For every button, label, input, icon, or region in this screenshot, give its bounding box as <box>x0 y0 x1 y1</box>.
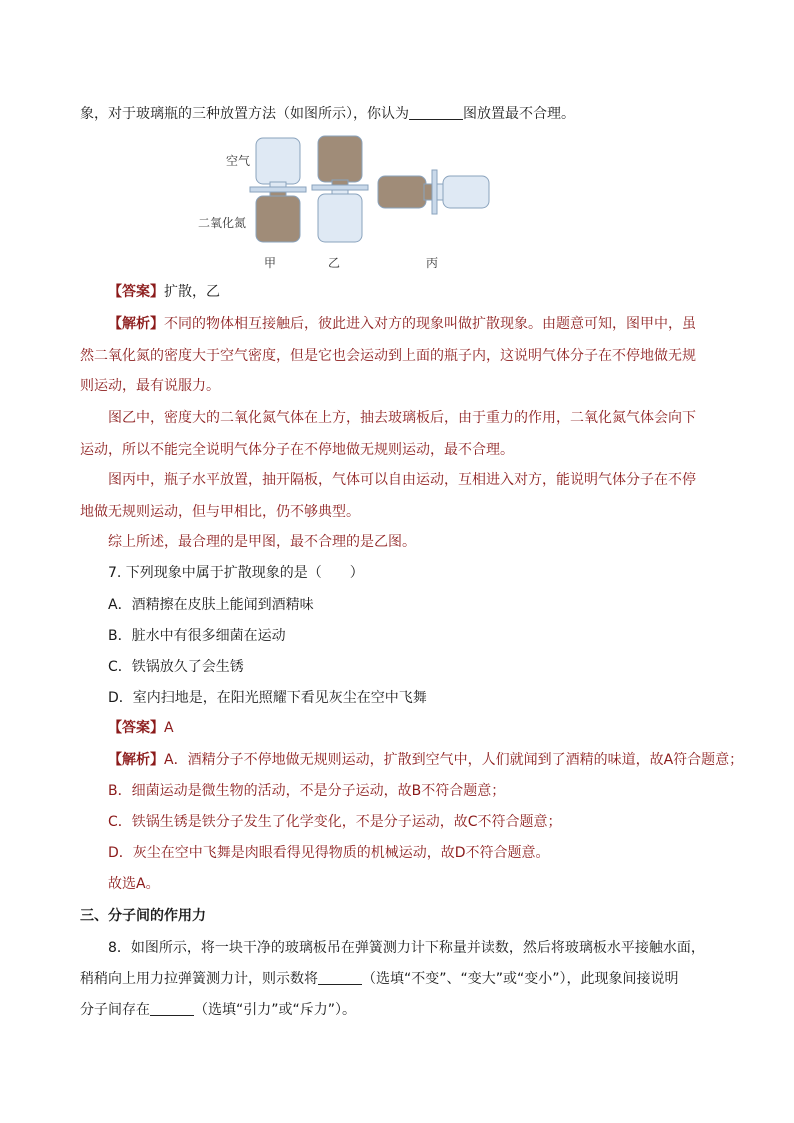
section-title: 三、分子间的作用力 <box>80 908 206 924</box>
answer-blank[interactable] <box>409 105 463 120</box>
q7-option-c[interactable]: C．铁锅放久了会生锈 <box>108 659 244 675</box>
q8-blank-2[interactable] <box>150 1001 194 1016</box>
setup-bing <box>378 170 489 214</box>
q6-analysis-line: 然二氧化氮的密度大于空气密度，但是它也会运动到上面的瓶子内，这说明气体分子在不停地做无规 <box>80 348 696 364</box>
answer-text: 扩散，乙 <box>164 284 220 300</box>
analysis-tag: 【解析】 <box>108 316 164 332</box>
q6-analysis-line: 图丙中，瓶子水平放置，抽开隔板，气体可以自由运动，互相进入对方，能说明气体分子在不停 <box>108 472 696 488</box>
caption-yi: 乙 <box>328 256 341 270</box>
q6-analysis-line: 综上所述，最合理的是甲图，最不合理的是乙图。 <box>108 534 416 550</box>
q8-text: 分子间存在 <box>80 1002 150 1018</box>
q6-analysis-line: 运动，所以不能完全说明气体分子在不停地做无规则运动，最不合理。 <box>80 442 514 458</box>
q8-line <box>80 1000 720 1020</box>
q7-analysis-line: B．细菌运动是微生物的活动，不是分子运动，故B不符合题意； <box>108 783 506 799</box>
caption-jia: 甲 <box>264 256 277 270</box>
q6-analysis-line: 图乙中，密度大的二氧化氮气体在上方，抽去玻璃板后，由于重力的作用，二氧化氮气体会向下 <box>108 410 696 426</box>
analysis-text: A．酒精分子不停地做无规则运动，扩散到空气中，人们就闻到了酒精的味道，故A符合题意； <box>164 752 744 768</box>
q7-answer <box>108 718 748 738</box>
answer-text: A <box>164 720 174 736</box>
analysis-text: 不同的物体相互接触后，彼此进入对方的现象叫做扩散现象。由题意可知，图甲中，虽 <box>164 316 696 332</box>
q6-answer <box>108 282 748 302</box>
q7-conclusion: 故选A。 <box>108 876 160 892</box>
q7-option-b[interactable]: B．脏水中有很多细菌在运动 <box>108 628 286 644</box>
q6-analysis-line: 则运动，最有说服力。 <box>80 378 220 394</box>
q8-line: 8．如图所示，将一块干净的玻璃板吊在弹簧测力计下称量并读数，然后将玻璃板水平接触水面， <box>108 940 705 956</box>
bottles-figure <box>190 130 510 270</box>
intro-line <box>80 104 720 124</box>
caption-bing: 丙 <box>426 256 439 270</box>
q6-analysis-line <box>108 314 748 334</box>
q8-blank-1[interactable] <box>318 970 362 985</box>
analysis-tag: 【解析】 <box>108 752 164 768</box>
intro-text: 象，对于玻璃瓶的三种放置方法（如图所示），你认为 <box>80 106 409 122</box>
label-air: 空气 <box>226 154 251 168</box>
q8-line <box>80 969 720 989</box>
q8-text: （选填“引力”或“斥力”）。 <box>194 1002 357 1018</box>
intro-text-end: 图放置最不合理。 <box>463 106 575 122</box>
label-nitrogen-dioxide: 二氧化氮 <box>198 216 247 230</box>
bottles-diagram <box>190 130 510 270</box>
answer-tag: 【答案】 <box>108 720 164 736</box>
q7-analysis-line: C．铁锅生锈是铁分子发生了化学变化，不是分子运动，故C不符合题意； <box>108 814 562 830</box>
q7-stem: 7. 下列现象中属于扩散现象的是（ ） <box>108 565 364 581</box>
q8-text: （选填“不变”、“变大”或“变小”），此现象间接说明 <box>362 971 679 987</box>
setup-yi <box>312 136 368 242</box>
setup-jia <box>250 138 306 242</box>
q7-analysis-line: D．灰尘在空中飞舞是肉眼看得见得物质的机械运动，故D不符合题意。 <box>108 845 550 861</box>
q8-text: 稍稍向上用力拉弹簧测力计，则示数将 <box>80 971 318 987</box>
q7-analysis-line <box>108 750 748 770</box>
q7-option-d[interactable]: D．室内扫地是，在阳光照耀下看见灰尘在空中飞舞 <box>108 690 427 706</box>
q7-option-a[interactable]: A．酒精擦在皮肤上能闻到酒精味 <box>108 597 314 613</box>
q6-analysis-line: 地做无规则运动，但与甲相比，仍不够典型。 <box>80 504 360 520</box>
answer-tag: 【答案】 <box>108 284 164 300</box>
